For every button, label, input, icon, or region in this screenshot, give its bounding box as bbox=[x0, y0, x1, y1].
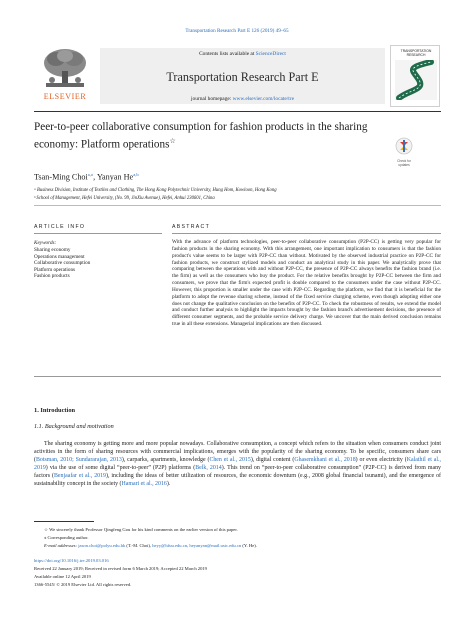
available-online-date: Available online 12 April 2019 bbox=[34, 574, 91, 579]
affiliation-b: ᵇ School of Management, Hefei University, (No. 99, JinXiu Avenue), Hefei, Anhui 230601, China bbox=[34, 196, 215, 201]
abstract-rule bbox=[172, 233, 441, 234]
author-2[interactable]: , Yanyan He bbox=[93, 172, 134, 182]
affiliation-a: ᵃ Business Division, Institute of Textiles and Clothing, The Hong Kong Polytechnic University, Hung Hom, Kowloon, Hong Kong bbox=[34, 188, 277, 193]
author-2-affil-marks[interactable]: a,b bbox=[133, 172, 139, 177]
copyright-notice: 1366-5545/ © 2019 Elsevier Ltd. All rights reserved. bbox=[34, 582, 132, 587]
intro-text-run: ) or even electricity ( bbox=[355, 456, 407, 463]
intro-text-run: ). bbox=[166, 480, 171, 487]
section-heading-introduction: 1. Introduction bbox=[34, 407, 76, 414]
intro-text-run: ) via the use of some digital “peer-to-peer” (P2P) platforms ( bbox=[45, 464, 196, 471]
author-1-affil-marks[interactable]: a,⁎ bbox=[87, 172, 94, 177]
citation-link[interactable]: Kalathil et al., 2019 bbox=[34, 456, 441, 471]
journal-title: Transportation Research Part E bbox=[166, 70, 319, 84]
cover-title: TRANSPORTATION RESEARCH bbox=[400, 49, 432, 57]
email-separator: , bbox=[187, 543, 190, 548]
intro-text-run: ), including the ideas of better utilization of resources, the economic downturn (e.g., 2008 global financial tsunami), and the emergence of sustainability concept in the society ( bbox=[34, 472, 441, 487]
email-link-1[interactable]: jason.choi@polyu.edu.hk bbox=[78, 543, 126, 548]
elsevier-logo bbox=[34, 45, 96, 107]
abstract-text: With the advance of platform technologies, peer-to-peer collaborative consumption (P2P-CC) is getting very popular for fashion products in the sharing economy. With this arrangement, one important implication to consumers is that the fashion product's value seems to be larger with P2P-CC than without. Motivated by the observed industrial practice on P2P-CC for fashion products, we construct stylized models and conduct an analytical study in this paper. We analytically prove that comparing between the operations with and without P2P-CC, the presence of P2P-CC always benefits the fashion brand (i.e. the firm) as well as the consumers who buy the product. For the relative benefits brought by P2P-CC between the firm and consumers, we prove that the firm's expected profit is double compared to the consumers under the case without P2P-CC. However, this proportion is smaller under the case with P2P-CC. Regarding the platform, we find that it is beneficial for the platform to adopt the revenue sharing scheme, instead of the fixed service charging scheme, even though adopting either one does not change the qualitative conclusion on the benefits of P2P-CC. To check the robustness of results, we extend the model and conduct further analysis to highlight the impacts brought by the fashion brand's advertisement decisions, the presence of different consumer segments, and the probable service delivery charge. We uncover that the main derived conclusion remains true in all these extensions. Managerial implications are then discussed. bbox=[172, 239, 441, 328]
footnote-emails bbox=[44, 543, 444, 549]
homepage-prefix: journal homepage: bbox=[191, 96, 233, 102]
subsection-heading-background: 1.1. Background and motivation bbox=[34, 423, 114, 430]
publisher-name: ELSEVIER bbox=[43, 92, 87, 101]
sciencedirect-link[interactable]: ScienceDirect bbox=[255, 51, 286, 57]
doi-link[interactable]: https://doi.org/10.1016/j.tre.2019.03.016 bbox=[34, 558, 109, 563]
cover-road-icon bbox=[395, 60, 437, 100]
email-link-2[interactable]: heyy@hfuu.edu.cn bbox=[152, 543, 188, 548]
crossmark-badge[interactable] bbox=[392, 137, 416, 167]
abstract-end-rule bbox=[34, 376, 441, 377]
intro-text-run: ). This trend on “peer-to-peer collaborative consumption” (P2P-CC) is derived from many factors ( bbox=[34, 464, 441, 479]
author-list bbox=[34, 172, 139, 182]
article-info-rule bbox=[34, 233, 162, 234]
footnote-rule bbox=[34, 521, 94, 522]
citation-link[interactable]: Belk, 2014 bbox=[195, 464, 222, 471]
article-info-heading: ARTICLE INFO bbox=[34, 224, 86, 230]
affiliation-rule bbox=[34, 205, 441, 206]
intro-text-run: The sharing economy is getting more and more popular nowadays. Collaborative consumption, a concept which refers to the situation when consumers conduct joint activities in the form of sharing resources with commercial implications, emerges with the popularity of the sharing economy. To be specific, consumers share cars ( bbox=[34, 441, 441, 463]
keywords-list bbox=[34, 247, 90, 280]
header-rule bbox=[34, 111, 441, 112]
keyword: Sharing economy bbox=[34, 247, 71, 253]
citation-link[interactable]: Ghasemkhani et al., 2018 bbox=[294, 456, 356, 463]
email-link-3[interactable]: heyanyan@mail.ustc.edu.cn bbox=[189, 543, 242, 548]
citation-link[interactable]: Botsman, 2010; Sundararajan, 2013 bbox=[35, 456, 122, 463]
elsevier-tree-icon bbox=[40, 47, 90, 89]
homepage-line bbox=[100, 96, 385, 102]
journal-homepage-link[interactable]: www.elsevier.com/locate/tre bbox=[232, 96, 294, 102]
title-footnote-mark[interactable]: ☆ bbox=[169, 137, 176, 145]
crossmark-icon bbox=[392, 137, 416, 155]
footnote-corresponding: ⁎ Corresponding author. bbox=[44, 535, 89, 540]
paper-title bbox=[34, 120, 394, 152]
paper-title-text: Peer-to-peer collaborative consumption for fashion products in the sharing economy: Platform operations bbox=[34, 121, 368, 151]
keyword: Platform operations bbox=[34, 266, 76, 273]
citation-link[interactable]: Chen et al., 2015 bbox=[209, 456, 251, 463]
abstract-heading: ABSTRACT bbox=[172, 224, 211, 230]
intro-text-run: ), digital content ( bbox=[250, 456, 295, 463]
journal-citation[interactable]: Transportation Research Part E 126 (2019) 49–65 bbox=[185, 28, 289, 34]
keyword: Operations management bbox=[34, 253, 85, 260]
email-name-1: (T.-M. Choi), bbox=[125, 543, 153, 548]
keyword: Collaborative consumption bbox=[34, 260, 91, 267]
journal-cover[interactable] bbox=[390, 45, 440, 107]
keyword: Fashion products bbox=[34, 273, 70, 280]
intro-paragraph bbox=[34, 441, 441, 488]
citation-link[interactable]: Benjaafar et al., 2019 bbox=[53, 472, 106, 479]
keywords-heading: Keywords: bbox=[34, 240, 57, 246]
citation-link[interactable]: Hamari et al., 2016 bbox=[121, 480, 167, 487]
footnote-acknowledgement: ☆ We sincerely thank Professor Qingfeng Gou for his kind comments on the earlier version of this paper. bbox=[44, 527, 238, 532]
author-1[interactable]: Tsan-Ming Choi bbox=[34, 172, 88, 182]
contents-prefix: Contents lists available at bbox=[199, 51, 256, 57]
contents-line bbox=[100, 51, 385, 57]
email-prefix: E-mail addresses: bbox=[44, 543, 79, 548]
intro-text-run: ), carparks, apartments, knowledge ( bbox=[121, 456, 210, 463]
email-name-2: (Y. He). bbox=[241, 543, 257, 548]
received-dates: Received 22 January 2019; Received in revised form 6 March 2019; Accepted 22 March 2019 bbox=[34, 566, 207, 571]
crossmark-label: Check for updates bbox=[397, 159, 411, 167]
